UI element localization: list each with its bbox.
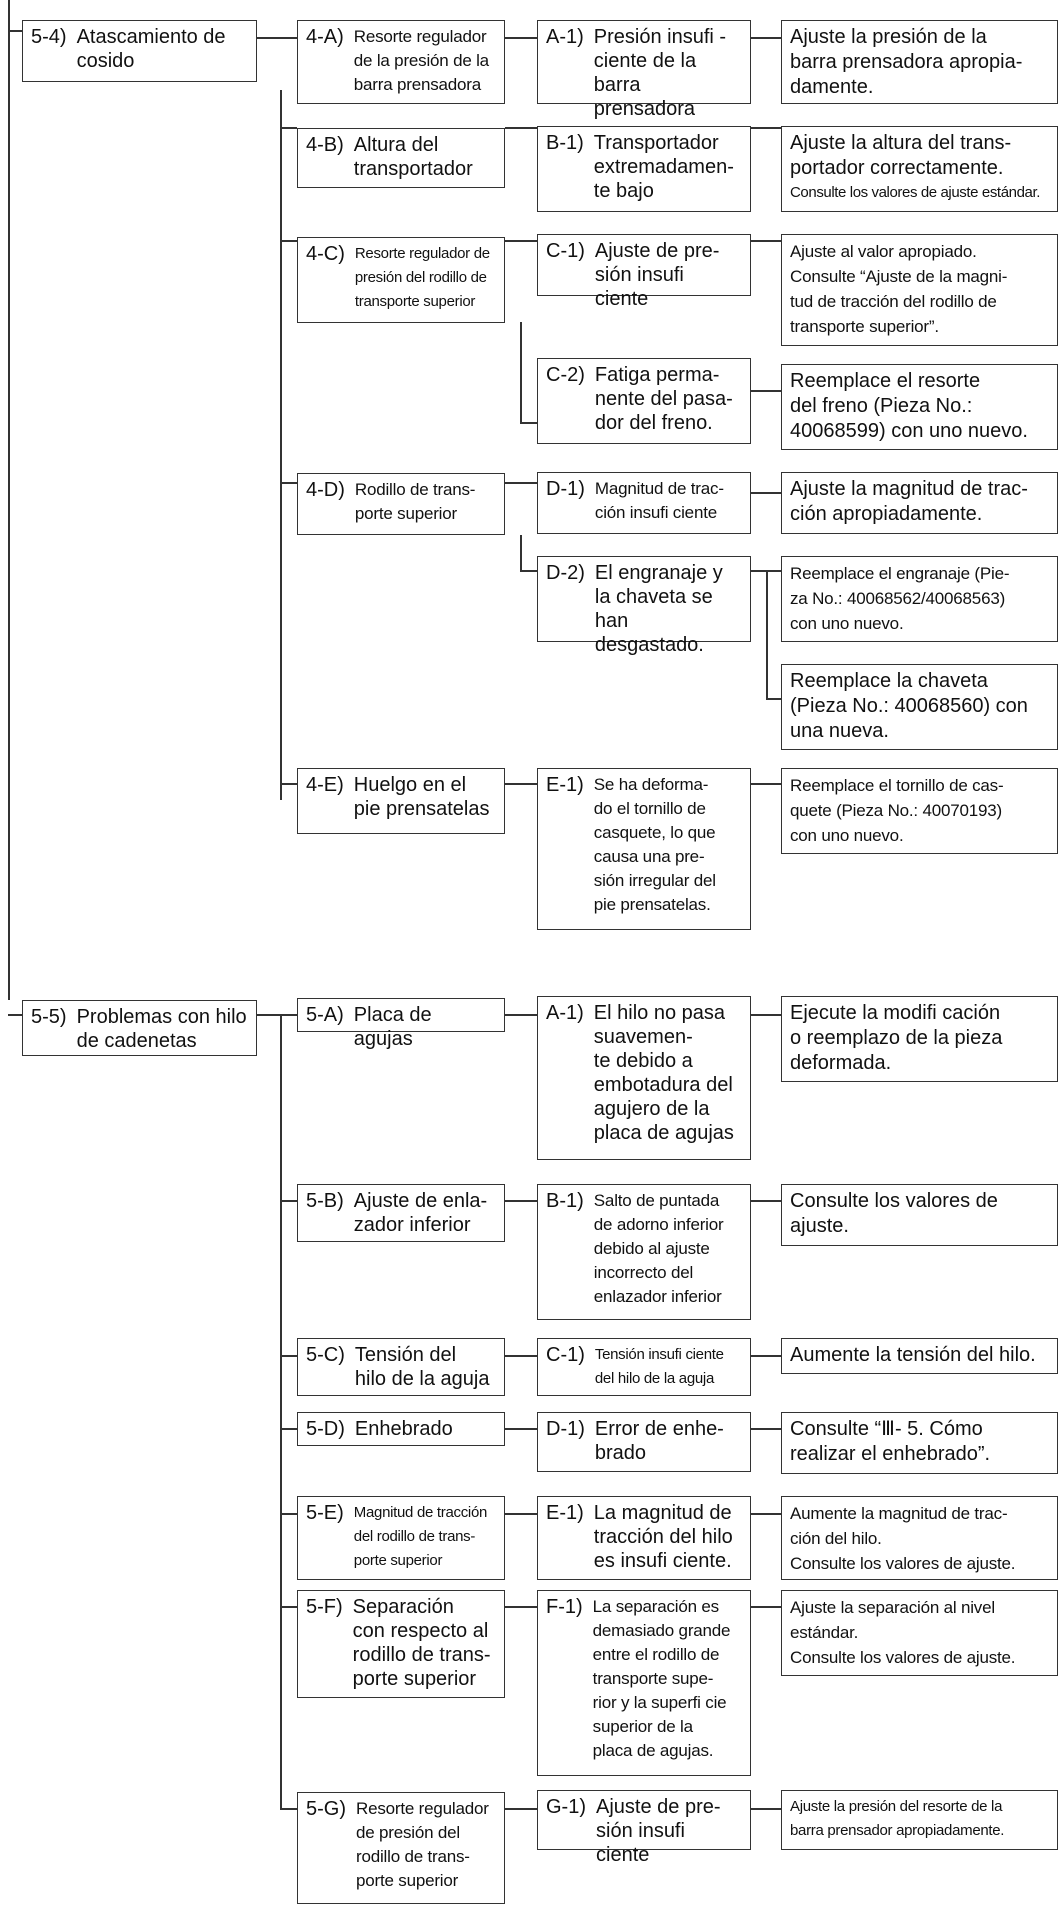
fix-line: Consulte los valores de bbox=[790, 1190, 998, 1212]
branch-line bbox=[8, 1014, 22, 1016]
branch-line bbox=[280, 240, 297, 242]
branch-line bbox=[751, 492, 781, 494]
fix-line: (Pieza No.: 40068560) con bbox=[790, 695, 1028, 717]
detail-line: dor del freno. bbox=[594, 412, 713, 434]
detail-code: D-1) bbox=[546, 478, 585, 500]
cause-box bbox=[297, 998, 505, 1050]
branch-line bbox=[505, 1355, 537, 1357]
detail-line: demasiado grande bbox=[592, 1621, 731, 1640]
problem-box bbox=[22, 1000, 257, 1056]
detail-line: han desgastado. bbox=[594, 610, 704, 656]
fix-line: 40068599) con uno nuevo. bbox=[790, 420, 1028, 442]
cause-line: porte superior bbox=[356, 1871, 459, 1890]
cause-line: transporte superior bbox=[354, 293, 476, 310]
fix-line: Ajuste la presión del resorte de la bbox=[790, 1798, 1003, 1815]
cause-code: 4-D) bbox=[306, 479, 345, 501]
detail-box bbox=[537, 768, 751, 930]
cause-code: 4-C) bbox=[306, 243, 345, 265]
cause-line: Tensión del bbox=[354, 1344, 457, 1366]
branch-line bbox=[280, 127, 297, 129]
cause-box bbox=[297, 1412, 505, 1446]
fix-line: damente. bbox=[790, 76, 874, 98]
fix-line: tud de tracción del rodillo de bbox=[790, 292, 997, 311]
detail-line: brado bbox=[594, 1442, 647, 1464]
detail-code: D-2) bbox=[546, 562, 585, 584]
detail-code: D-1) bbox=[546, 1418, 585, 1440]
fix-line: portador correctamente. bbox=[790, 157, 1004, 179]
cause-line: rodillo de trans- bbox=[356, 1847, 470, 1866]
fix-line: Reemplace la chaveta bbox=[790, 670, 988, 692]
detail-line: tracción del hilo bbox=[593, 1526, 733, 1548]
fix-line: Aumente la tensión del hilo. bbox=[790, 1344, 1036, 1366]
fix-line: del freno (Pieza No.: bbox=[790, 395, 973, 417]
cause-line: Resorte regulador de bbox=[354, 245, 490, 262]
branch-line bbox=[505, 1200, 537, 1202]
detail-code: A-1) bbox=[546, 1002, 584, 1024]
cause-line: Resorte regulador bbox=[353, 27, 487, 46]
cause-line: Rodillo de trans- bbox=[354, 480, 476, 499]
detail-box bbox=[537, 1496, 751, 1580]
cause-box bbox=[297, 1184, 505, 1242]
cause-line: transportador bbox=[353, 158, 473, 180]
detail-line: ción insufi ciente bbox=[594, 503, 717, 522]
branch-line bbox=[751, 1200, 781, 1202]
detail-line: sión insufi ciente bbox=[594, 264, 684, 310]
branch-line bbox=[505, 1808, 537, 1810]
detail-line: del hilo de la aguja bbox=[594, 1370, 714, 1387]
tree-trunk-line bbox=[520, 322, 522, 422]
detail-code: B-1) bbox=[546, 132, 584, 154]
fix-box bbox=[781, 1184, 1058, 1246]
branch-line bbox=[505, 1428, 537, 1430]
problem-title: Problemas con hilo de cadenetas bbox=[76, 1006, 247, 1052]
cause-code: 4-B) bbox=[306, 134, 344, 156]
fix-box bbox=[781, 1496, 1058, 1580]
detail-line: casquete, lo que bbox=[593, 823, 716, 842]
branch-line bbox=[280, 1808, 297, 1810]
cause-box bbox=[297, 768, 505, 834]
cause-line: barra prensadora bbox=[353, 75, 482, 94]
detail-line: placa de agujas. bbox=[592, 1741, 714, 1760]
cause-code: 5-B) bbox=[306, 1190, 344, 1212]
fix-line: Ajuste al valor apropiado. bbox=[790, 242, 977, 261]
cause-code: 4-A) bbox=[306, 26, 344, 48]
cause-box bbox=[297, 1590, 505, 1698]
detail-box bbox=[537, 996, 751, 1160]
branch-line bbox=[766, 698, 781, 700]
fix-box bbox=[781, 768, 1058, 854]
detail-line: agujero de la bbox=[593, 1098, 710, 1120]
cause-line: rodillo de trans- bbox=[352, 1644, 491, 1666]
branch-line bbox=[505, 240, 537, 242]
cause-line: zador inferior bbox=[353, 1214, 471, 1236]
detail-box bbox=[537, 358, 751, 444]
cause-box bbox=[297, 1338, 505, 1396]
detail-line: Transportador bbox=[593, 132, 719, 154]
detail-line: pie prensatelas. bbox=[593, 895, 711, 914]
branch-line bbox=[751, 37, 781, 39]
detail-code: G-1) bbox=[546, 1796, 586, 1818]
problem-code: 5-5) bbox=[31, 1006, 67, 1028]
branch-line bbox=[280, 482, 297, 484]
detail-box bbox=[537, 1790, 751, 1866]
fix-line: Ejecute la modifi cación bbox=[790, 1002, 1001, 1024]
detail-line: te bajo bbox=[593, 180, 654, 202]
branch-line bbox=[505, 1606, 537, 1608]
branch-line bbox=[280, 1513, 297, 1515]
problem-code: 5-4) bbox=[31, 26, 67, 48]
detail-line: do el tornillo de bbox=[593, 799, 706, 818]
fix-line: Reemplace el tornillo de cas- bbox=[790, 776, 1004, 795]
detail-box bbox=[537, 1338, 751, 1396]
branch-line bbox=[505, 1513, 537, 1515]
branch-line bbox=[280, 1200, 297, 1202]
detail-line: ciente de la barra bbox=[593, 50, 697, 96]
detail-line: Presión insufi - bbox=[593, 26, 727, 48]
branch-line bbox=[751, 240, 781, 242]
fix-line: deformada. bbox=[790, 1052, 892, 1074]
fix-line: barra prensadora apropia- bbox=[790, 51, 1023, 73]
detail-line: debido al ajuste bbox=[593, 1239, 710, 1258]
detail-box bbox=[537, 1184, 751, 1320]
fix-box bbox=[781, 556, 1058, 642]
branch-line bbox=[751, 390, 781, 392]
detail-line: El engranaje y bbox=[594, 562, 723, 584]
detail-line: te debido a bbox=[593, 1050, 693, 1072]
cause-code: 4-E) bbox=[306, 774, 344, 796]
cause-line: porte superior bbox=[353, 1552, 443, 1569]
fix-line: estándar. bbox=[790, 1623, 859, 1642]
fix-line: Ajuste la separación al nivel bbox=[790, 1598, 995, 1617]
fix-box bbox=[781, 1790, 1058, 1850]
fix-box bbox=[781, 1590, 1058, 1676]
branch-line bbox=[505, 37, 537, 39]
branch-line bbox=[520, 570, 537, 572]
cause-line: con respecto al bbox=[352, 1620, 489, 1642]
detail-line: Tensión insufi ciente bbox=[594, 1346, 724, 1363]
tree-trunk-line bbox=[280, 90, 282, 800]
detail-line: Magnitud de trac- bbox=[594, 479, 724, 498]
fix-line: con uno nuevo. bbox=[790, 614, 904, 633]
branch-line bbox=[280, 783, 297, 785]
cause-box bbox=[297, 20, 505, 104]
detail-line: suavemen- bbox=[593, 1026, 693, 1048]
branch-line bbox=[520, 422, 537, 424]
fix-line: Consulte los valores de ajuste. bbox=[790, 1648, 1016, 1667]
cause-code: 5-F) bbox=[306, 1596, 343, 1618]
cause-line: de la presión de la bbox=[353, 51, 489, 70]
fix-line: Reemplace el engranaje (Pie- bbox=[790, 564, 1010, 583]
detail-line: Error de enhe- bbox=[594, 1418, 724, 1440]
detail-line: superior de la bbox=[592, 1717, 693, 1736]
detail-code: C-1) bbox=[546, 240, 585, 262]
tree-trunk-line bbox=[8, 0, 10, 1000]
fix-box bbox=[781, 364, 1058, 450]
fix-line: Consulte los valores de ajuste estándar. bbox=[790, 184, 1040, 201]
detail-line: sión irregular del bbox=[593, 871, 716, 890]
cause-code: 5-A) bbox=[306, 1004, 344, 1026]
tree-trunk-line bbox=[520, 535, 522, 570]
cause-code: 5-G) bbox=[306, 1798, 346, 1820]
fix-box bbox=[781, 126, 1058, 212]
detail-code: C-1) bbox=[546, 1344, 585, 1366]
cause-line: Altura del bbox=[353, 134, 439, 156]
fix-line: Ajuste la magnitud de trac- bbox=[790, 478, 1028, 500]
tree-trunk-line bbox=[766, 570, 768, 698]
problem-title: Atascamiento de cosido bbox=[76, 26, 226, 72]
detail-box bbox=[537, 556, 751, 656]
cause-code: 5-E) bbox=[306, 1502, 344, 1524]
cause-box bbox=[297, 1496, 505, 1580]
fix-line: quete (Pieza No.: 40070193) bbox=[790, 801, 1002, 820]
detail-box bbox=[537, 20, 751, 120]
branch-line bbox=[280, 1428, 297, 1430]
cause-box bbox=[297, 237, 505, 323]
fix-box bbox=[781, 1338, 1058, 1374]
detail-line: prensadora bbox=[593, 98, 695, 120]
branch-line bbox=[505, 1014, 537, 1016]
detail-line: de adorno inferior bbox=[593, 1215, 724, 1234]
detail-line: rior y la superfi cie bbox=[592, 1693, 727, 1712]
detail-line: placa de agujas bbox=[593, 1122, 734, 1144]
fix-box bbox=[781, 1412, 1058, 1474]
detail-line: Salto de puntada bbox=[593, 1191, 720, 1210]
detail-line: entre el rodillo de bbox=[592, 1645, 720, 1664]
cause-line: Huelgo en el bbox=[353, 774, 467, 796]
cause-line: porte superior bbox=[352, 1668, 477, 1690]
detail-line: Fatiga perma- bbox=[594, 364, 720, 386]
fix-box bbox=[781, 20, 1058, 104]
detail-line: extremadamen- bbox=[593, 156, 734, 178]
fix-line: una nueva. bbox=[790, 720, 889, 742]
cause-line: Resorte regulador bbox=[356, 1799, 489, 1818]
branch-line bbox=[8, 30, 22, 32]
branch-line bbox=[751, 1606, 781, 1608]
detail-box bbox=[537, 234, 751, 310]
fix-box bbox=[781, 664, 1058, 750]
cause-box bbox=[297, 1792, 505, 1904]
branch-line bbox=[505, 482, 537, 484]
detail-box bbox=[537, 126, 751, 212]
fix-box bbox=[781, 472, 1058, 534]
branch-line bbox=[505, 783, 537, 785]
fix-line: ción del hilo. bbox=[790, 1529, 882, 1548]
fix-line: Aumente la magnitud de trac- bbox=[790, 1504, 1008, 1523]
fix-line: o reemplazo de la pieza bbox=[790, 1027, 1003, 1049]
fix-line: realizar el enhebrado”. bbox=[790, 1443, 991, 1465]
detail-box bbox=[537, 1412, 751, 1472]
cause-line: Ajuste de enla- bbox=[353, 1190, 488, 1212]
cause-line: Separación bbox=[352, 1596, 454, 1618]
fix-line: ción apropiadamente. bbox=[790, 503, 983, 525]
branch-line bbox=[751, 783, 781, 785]
detail-line: sión insufi ciente bbox=[596, 1820, 685, 1866]
fix-line: barra prensador apropiadamente. bbox=[790, 1822, 1005, 1839]
detail-code: A-1) bbox=[546, 26, 584, 48]
detail-line: incorrecto del bbox=[593, 1263, 694, 1282]
fix-line: za No.: 40068562/40068563) bbox=[790, 589, 1006, 608]
cause-line: Enhebrado bbox=[354, 1418, 453, 1440]
branch-line bbox=[505, 127, 537, 129]
branch-line bbox=[751, 1428, 781, 1430]
detail-line: La magnitud de bbox=[593, 1502, 732, 1524]
cause-line: porte superior bbox=[354, 504, 457, 523]
fix-box bbox=[781, 996, 1058, 1082]
detail-line: embotadura del bbox=[593, 1074, 733, 1096]
cause-line: pie prensatelas bbox=[353, 798, 490, 820]
fix-line: Consulte los valores de ajuste. bbox=[790, 1554, 1016, 1573]
detail-line: Se ha deforma- bbox=[593, 775, 709, 794]
cause-line: Magnitud de tracción bbox=[353, 1504, 488, 1521]
fix-box bbox=[781, 234, 1058, 346]
cause-line: hilo de la aguja bbox=[354, 1368, 490, 1390]
fix-line: Reemplace el resorte bbox=[790, 370, 981, 392]
detail-line: causa una pre- bbox=[593, 847, 705, 866]
detail-line: La separación es bbox=[592, 1597, 719, 1616]
cause-box bbox=[297, 473, 505, 535]
cause-box bbox=[297, 128, 505, 188]
detail-line: Ajuste de pre- bbox=[594, 240, 720, 262]
branch-line bbox=[751, 1014, 781, 1016]
fix-line: Consulte “Ajuste de la magni- bbox=[790, 267, 1008, 286]
fix-line: Ajuste la presión de la bbox=[790, 26, 987, 48]
fix-line: Ajuste la altura del trans- bbox=[790, 132, 1012, 154]
fix-line: ajuste. bbox=[790, 1215, 849, 1237]
branch-line bbox=[751, 1513, 781, 1515]
branch-line bbox=[280, 1606, 297, 1608]
detail-code: F-1) bbox=[546, 1596, 583, 1618]
fix-line: con uno nuevo. bbox=[790, 826, 904, 845]
fix-line: Consulte “Ⅲ- 5. Cómo bbox=[790, 1418, 983, 1440]
detail-line: nente del pasa- bbox=[594, 388, 733, 410]
detail-code: C-2) bbox=[546, 364, 585, 386]
fix-line: transporte superior”. bbox=[790, 317, 939, 336]
cause-line: de presión del bbox=[356, 1823, 460, 1842]
branch-line bbox=[751, 1355, 781, 1357]
detail-line: es insufi ciente. bbox=[593, 1550, 732, 1572]
detail-line: Ajuste de pre- bbox=[596, 1796, 721, 1818]
branch-line bbox=[257, 37, 297, 39]
detail-line: El hilo no pasa bbox=[593, 1002, 725, 1024]
branch-line bbox=[257, 1014, 297, 1016]
cause-code: 5-D) bbox=[306, 1418, 345, 1440]
branch-line bbox=[751, 1808, 781, 1810]
detail-code: B-1) bbox=[546, 1190, 584, 1212]
detail-code: E-1) bbox=[546, 774, 584, 796]
branch-line bbox=[751, 127, 781, 129]
tree-trunk-line bbox=[280, 1014, 282, 1808]
detail-code: E-1) bbox=[546, 1502, 584, 1524]
detail-line: enlazador inferior bbox=[593, 1287, 722, 1306]
detail-line: transporte supe- bbox=[592, 1669, 714, 1688]
cause-line: presión del rodillo de bbox=[354, 269, 487, 286]
detail-box bbox=[537, 472, 751, 534]
detail-box bbox=[537, 1590, 751, 1776]
problem-box bbox=[22, 20, 257, 82]
cause-code: 5-C) bbox=[306, 1344, 345, 1366]
cause-line: del rodillo de trans- bbox=[353, 1528, 476, 1545]
cause-line: Placa de agujas bbox=[353, 1004, 432, 1050]
branch-line bbox=[280, 1355, 297, 1357]
detail-line: la chaveta se bbox=[594, 586, 713, 608]
